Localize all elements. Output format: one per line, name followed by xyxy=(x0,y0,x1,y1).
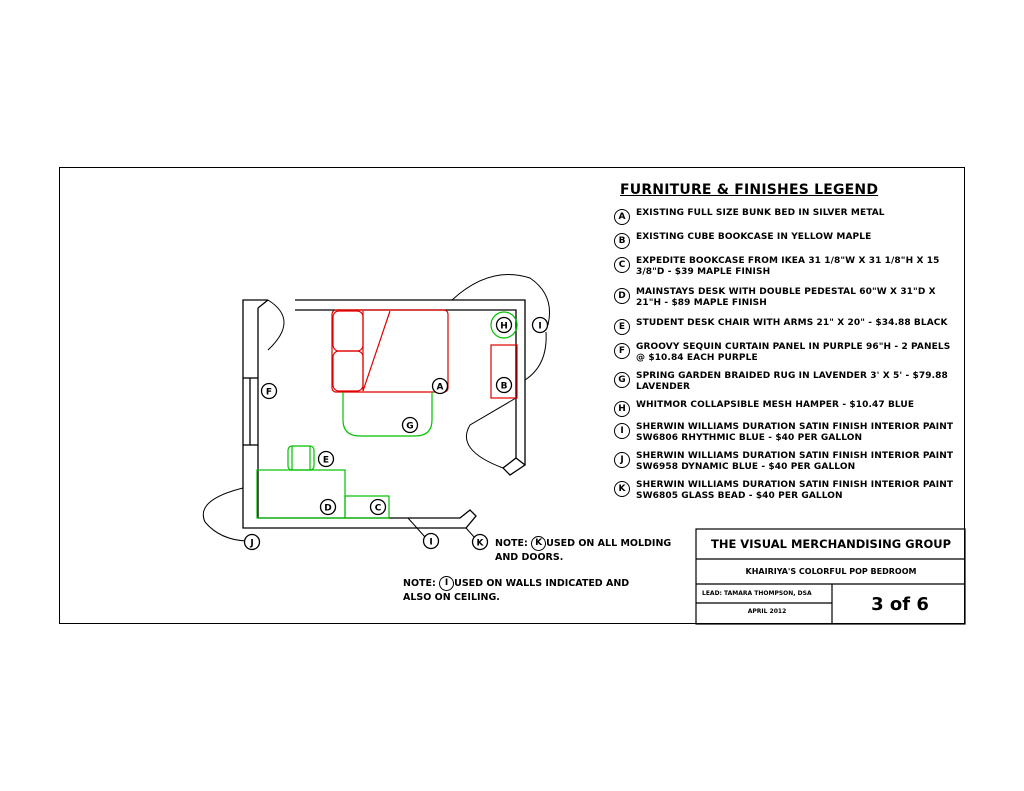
legend-item-text: EXISTING FULL SIZE BUNK BED IN SILVER METAL xyxy=(636,208,885,218)
legend-item-text: EXISTING CUBE BOOKCASE IN YELLOW MAPLE xyxy=(636,232,872,242)
callout-h xyxy=(497,318,512,333)
note-i-line2: ALSO ON CEILING. xyxy=(403,592,500,603)
svg-text:F: F xyxy=(265,387,273,398)
legend-key-badge: D xyxy=(614,288,630,304)
legend-key-badge: J xyxy=(614,452,630,468)
note-i-line1: USED ON WALLS INDICATED AND xyxy=(454,578,630,589)
svg-text:H: H xyxy=(500,321,508,332)
legend-item-j xyxy=(614,451,954,473)
callout-k xyxy=(473,535,488,550)
legend-item-text: SHERWIN WILLIAMS DURATION SATIN FINISH INTERIOR PAINT SW6806 RHYTHMIC BLUE - $40 PER GALLON xyxy=(636,422,954,443)
legend-item-text: SHERWIN WILLIAMS DURATION SATIN FINISH INTERIOR PAINT SW6805 GLASS BEAD - $40 PER GALLON xyxy=(636,480,954,501)
bunk-bed-pillow-bottom xyxy=(333,351,363,391)
legend-key-badge: E xyxy=(614,319,630,335)
page-number: 3 of 6 xyxy=(871,594,929,615)
svg-text:K: K xyxy=(476,538,484,549)
note-i-prefix: NOTE: xyxy=(403,578,436,589)
note-k-line2: AND DOORS. xyxy=(495,552,564,563)
project-name: KHAIRIYA'S COLORFUL POP BEDROOM xyxy=(745,567,917,576)
svg-text:I: I xyxy=(538,321,542,332)
legend-item-text: SHERWIN WILLIAMS DURATION SATIN FINISH INTERIOR PAINT SW6958 DYNAMIC BLUE - $40 PER GALLON xyxy=(636,451,954,472)
legend-key-badge: C xyxy=(614,257,630,273)
company-name: THE VISUAL MERCHANDISING GROUP xyxy=(710,537,952,551)
green-furniture xyxy=(257,312,517,518)
legend-item-text: EXPEDITE BOOKCASE FROM IKEA 31 1/8"W X 31 1/8"H X 15 3/8"D - $39 MAPLE FINISH xyxy=(636,256,940,277)
legend-list xyxy=(614,208,954,502)
legend-item-h xyxy=(614,400,954,417)
legend-item-i xyxy=(614,422,954,444)
callout-e xyxy=(319,452,334,467)
legend-item-a xyxy=(614,208,954,225)
svg-text:I: I xyxy=(429,537,433,548)
legend-key-badge: H xyxy=(614,401,630,417)
legend-item-d xyxy=(614,287,954,309)
legend-item-text: SPRING GARDEN BRAIDED RUG IN LAVENDER 3' X 5' - $79.88 LAVENDER xyxy=(636,371,948,392)
legend-title: FURNITURE & FINISHES LEGEND xyxy=(620,182,879,198)
callout-b xyxy=(497,378,512,393)
callout-c xyxy=(371,500,386,515)
bunk-bed-pillow-top xyxy=(333,311,363,351)
red-furniture xyxy=(332,310,517,398)
legend-key-badge: K xyxy=(614,481,630,497)
room-walls xyxy=(243,300,525,528)
callout-f xyxy=(262,384,277,399)
callout-d xyxy=(321,500,336,515)
legend-item-f xyxy=(614,342,954,364)
legend-item-e xyxy=(614,318,954,335)
legend-key-badge: A xyxy=(614,209,630,225)
legend-item-text: MAINSTAYS DESK WITH DOUBLE PEDESTAL 60"W X 31"D X 21"H - $89 MAPLE FINISH xyxy=(636,287,936,308)
legend-key-badge: B xyxy=(614,233,630,249)
svg-text:B: B xyxy=(500,381,508,392)
callout-i-bottom xyxy=(424,534,439,549)
rug xyxy=(343,392,432,436)
callout-g xyxy=(403,418,418,433)
callout-a xyxy=(433,379,448,394)
callout-j xyxy=(245,535,260,550)
legend-key-badge: I xyxy=(614,423,630,439)
note-k-badge: K xyxy=(531,536,546,551)
legend-item-text: WHITMOR COLLAPSIBLE MESH HAMPER - $10.47 BLUE xyxy=(636,400,915,410)
note-k-prefix: NOTE: xyxy=(495,538,528,549)
lead-designer: LEAD: TAMARA THOMPSON, DSA xyxy=(702,590,812,597)
legend-item-text: GROOVY SEQUIN CURTAIN PANEL IN PURPLE 96"H - 2 PANELS @ $10.84 EACH PURPLE xyxy=(636,342,951,363)
callouts xyxy=(245,318,548,550)
note-k xyxy=(495,536,671,564)
legend-item-k xyxy=(614,480,954,502)
legend-key-badge: G xyxy=(614,372,630,388)
svg-text:A: A xyxy=(436,382,444,393)
svg-text:C: C xyxy=(374,503,382,514)
note-i-badge: I xyxy=(439,576,454,591)
svg-text:D: D xyxy=(324,503,332,514)
legend-item-b xyxy=(614,232,954,249)
svg-text:E: E xyxy=(322,455,330,466)
note-i xyxy=(403,576,629,604)
drawing-date: APRIL 2012 xyxy=(747,608,787,615)
svg-text:G: G xyxy=(406,421,414,432)
legend-item-g xyxy=(614,371,954,393)
legend-item-c xyxy=(614,256,954,278)
legend-key-badge: F xyxy=(614,343,630,359)
legend-item-text: STUDENT DESK CHAIR WITH ARMS 21" X 20" - $34.88 BLACK xyxy=(636,318,948,328)
callout-i-top xyxy=(533,318,548,333)
note-k-line1: USED ON ALL MOLDING xyxy=(546,538,672,549)
svg-text:J: J xyxy=(250,538,254,549)
